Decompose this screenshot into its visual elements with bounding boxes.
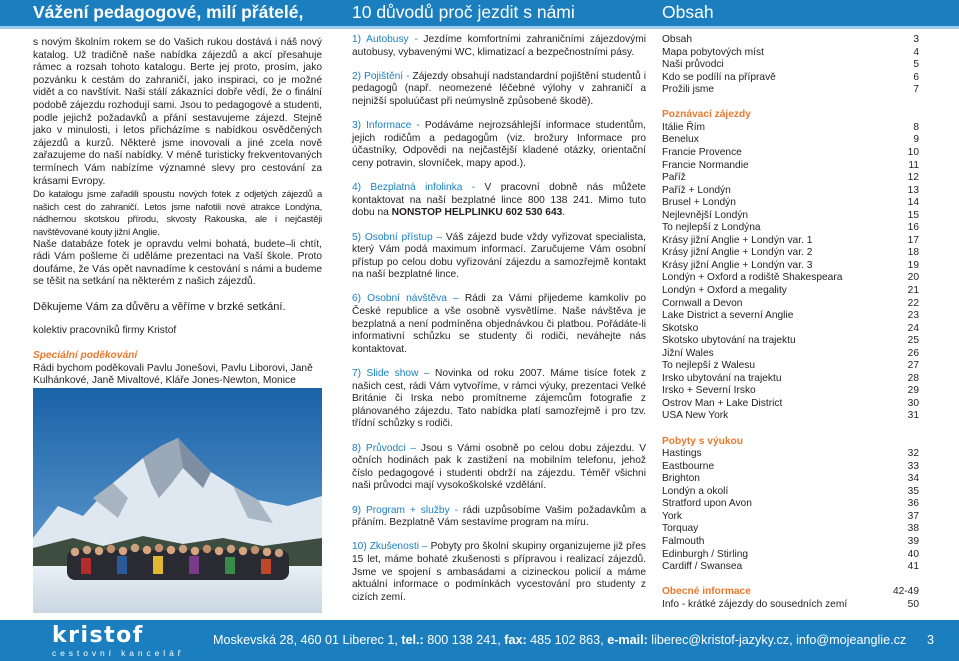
toc-page-number: 12 bbox=[907, 172, 919, 184]
toc-row[interactable] bbox=[662, 134, 919, 147]
toc-label: Paříž + Londýn bbox=[662, 184, 731, 196]
toc-page-number: 27 bbox=[907, 360, 919, 372]
table-of-contents bbox=[662, 34, 919, 611]
toc-page-number: 38 bbox=[907, 523, 919, 535]
toc-row[interactable] bbox=[662, 523, 919, 536]
logo-wordmark: kristof bbox=[52, 623, 144, 648]
reason-title: 8) Průvodci bbox=[352, 442, 406, 454]
toc-row[interactable] bbox=[662, 147, 919, 160]
toc-row[interactable] bbox=[662, 47, 919, 60]
reasons-title: 10 důvodů proč jezdit s námi bbox=[352, 2, 575, 22]
toc-label: Jižní Wales bbox=[662, 347, 714, 359]
toc-row[interactable] bbox=[662, 34, 919, 47]
address: Moskevská 28, 460 01 Liberec 1, bbox=[213, 633, 402, 647]
signature-line: kolektiv pracovníků firmy Kristof bbox=[33, 325, 177, 337]
toc-label: Benelux bbox=[662, 134, 699, 146]
reason-item bbox=[352, 120, 646, 170]
reason-title: 6) Osobní návštěva bbox=[352, 293, 447, 305]
toc-page-number: 6 bbox=[913, 71, 919, 83]
toc-row[interactable] bbox=[662, 260, 919, 273]
toc-page-number: 40 bbox=[907, 548, 919, 560]
toc-label: York bbox=[662, 510, 683, 522]
reason-separator: – bbox=[418, 368, 436, 380]
toc-row[interactable] bbox=[662, 461, 919, 474]
toc-page-number: 37 bbox=[907, 510, 919, 522]
toc-row[interactable] bbox=[662, 498, 919, 511]
reason-text: Jezdíme komfortními zahraničními zájezdovými autobusy, vybavenými WC, klimatizací a bezpečnostními pásy. bbox=[352, 34, 646, 58]
reason-text-end: . bbox=[562, 207, 566, 219]
toc-section-heading: Poznávací zájezdy bbox=[662, 109, 751, 121]
toc-row[interactable] bbox=[662, 272, 919, 285]
toc-page-number: 21 bbox=[907, 284, 919, 296]
toc-label: Irsko ubytování na trajektu bbox=[662, 372, 782, 384]
toc-label: Kdo se podílí na přípravě bbox=[662, 71, 776, 83]
toc-row[interactable] bbox=[662, 59, 919, 72]
toc-label: Cardiff / Swansea bbox=[662, 561, 743, 573]
intro-paragraph: Do katalogu jsme zařadili spoustu nových fotek z odjetých zájezdů a našich cest do zahraničí. Letos jsme nafotili nové atrakce Londýna, nádhernou skotskou přírodu, skvosty Rakouska, ale i nejčastěji navštěvované kouty jižní Anglie. bbox=[33, 188, 322, 237]
toc-section-heading: Pobyty s výukou bbox=[662, 435, 743, 447]
toc-row[interactable] bbox=[662, 285, 919, 298]
toc-row[interactable] bbox=[662, 599, 919, 612]
toc-label: To nejlepší z Walesu bbox=[662, 360, 756, 372]
toc-page-number: 20 bbox=[907, 272, 919, 284]
toc-label: Londýn + Oxford a rodiště Shakespeara bbox=[662, 272, 843, 284]
reasons-list bbox=[352, 34, 646, 616]
toc-label: Krásy jižní Anglie + Londýn var. 2 bbox=[662, 247, 813, 259]
toc-page-number: 50 bbox=[907, 598, 919, 610]
toc-label: Itálie Řím bbox=[662, 121, 706, 133]
toc-page-number: 24 bbox=[907, 322, 919, 334]
toc-page-number: 13 bbox=[907, 184, 919, 196]
intro-paragraph: Naše databáze fotek je opravdu velmi bohatá, budete–li chtít, rádi Vám pošleme či uděláme prezentaci na Vaší škole. Proto doufáme, že Vás opět navnadíme k cestování s námi a budeme se těšit na setkání na některém z našich zájezdů. bbox=[33, 238, 322, 288]
toc-page-number: 16 bbox=[907, 222, 919, 234]
toc-row[interactable] bbox=[662, 222, 919, 235]
reason-item bbox=[352, 182, 646, 220]
toc-label: Lake District a severní Anglie bbox=[662, 310, 794, 322]
photo-illustration bbox=[33, 388, 322, 613]
toc-page-number: 42-49 bbox=[892, 586, 919, 598]
toc-label: Irsko + Severní Irsko bbox=[662, 385, 756, 397]
reason-item bbox=[352, 293, 646, 356]
contents-title: Obsah bbox=[662, 2, 714, 22]
toc-page-number: 23 bbox=[907, 310, 919, 322]
toc-page-number: 30 bbox=[907, 397, 919, 409]
toc-label: Paříž bbox=[662, 172, 686, 184]
reason-separator: – bbox=[405, 442, 421, 454]
toc-label: USA New York bbox=[662, 410, 729, 422]
reason-separator: - bbox=[462, 182, 485, 194]
toc-page-number: 19 bbox=[907, 259, 919, 271]
toc-row[interactable] bbox=[662, 323, 919, 336]
reason-separator: - bbox=[411, 120, 425, 132]
toc-row[interactable] bbox=[662, 160, 919, 173]
toc-page-number: 25 bbox=[907, 335, 919, 347]
toc-page-number: 35 bbox=[907, 485, 919, 497]
toc-row[interactable] bbox=[662, 310, 919, 323]
toc-label: Edinburgh / Stirling bbox=[662, 548, 749, 560]
toc-row[interactable] bbox=[662, 561, 919, 574]
greeting-title: Vážení pedagogové, milí přátelé, bbox=[33, 2, 304, 22]
toc-page-number: 41 bbox=[907, 561, 919, 573]
toc-row[interactable] bbox=[662, 235, 919, 248]
toc-row[interactable] bbox=[662, 72, 919, 85]
toc-page-number: 26 bbox=[907, 347, 919, 359]
reason-text: Rádi za Vámi přijedeme kamkoliv po České republice a vše osobně vysvětlíme. Naše návštěva je bezplatná a není podmíněna objednávkou či platbou. Pořádáte-li informativní schůzku se studenty či rodiči, neváhejte nás kontaktovat. bbox=[352, 293, 646, 355]
toc-page-number: 7 bbox=[913, 84, 919, 96]
toc-label: Falmouth bbox=[662, 535, 705, 547]
toc-row[interactable] bbox=[662, 298, 919, 311]
reason-item bbox=[352, 232, 646, 282]
reason-text: Váš zájezd bude vždy vyřizovat specialista, který Vám podá maximum informací. Zaručujeme Vám osobní přístup po celou dobu vyřizování zájezdu a samozřejmě kontakt na naší bezplatné lince. bbox=[352, 231, 647, 281]
toc-label: Francie Normandie bbox=[662, 159, 749, 171]
intro-paragraph: s novým školním rokem se do Vašich rukou dostává i náš nový katalog. Už tradičně naše nabídka zájezdů a akcí přesahuje rámec a rozsah tohoto katalogu. Berte jej proto, prosím, jako pozvánku k cestám do zahraničí, jako inspiraci, co je možné vidět a co navštívit. Naši stálí zákazníci dobře vědí, že o finální podobě zájezdu rozhodují sami. Jsou to pedagogové a studenti, podle jejichž požadavků a přání sestavujeme zájezd. Stejně jako v minulosti, i letos přicházíme s nabídkou osvědčených zájezdů a kurzů. Některé jsme inovovali a jiné zcela nově zařazujeme do naší nabídky. V méně turisticky frekventovaných termínech Vám nabízíme významné slevy pro cestování za krásami Evropy. bbox=[33, 37, 322, 187]
reason-title: 9) Program + služby bbox=[352, 504, 450, 516]
toc-page-number: 29 bbox=[907, 385, 919, 397]
contact-line bbox=[213, 620, 906, 661]
reason-item bbox=[352, 505, 646, 530]
toc-label: Cornwall a Devon bbox=[662, 297, 743, 309]
toc-label: Londýn + Oxford a megality bbox=[662, 284, 787, 296]
reason-item bbox=[352, 443, 646, 493]
toc-page-number: 8 bbox=[913, 121, 919, 133]
reason-separator: – bbox=[432, 231, 446, 243]
reason-title: 10) Zkušenosti bbox=[352, 541, 419, 553]
special-thanks-heading: Speciální poděkování bbox=[33, 350, 138, 362]
toc-label: Francie Provence bbox=[662, 146, 742, 158]
toc-row[interactable] bbox=[662, 473, 919, 486]
reason-title: 2) Pojištění bbox=[352, 70, 404, 82]
toc-row[interactable] bbox=[662, 348, 919, 361]
toc-page-number: 22 bbox=[907, 297, 919, 309]
toc-label: Krásy jižní Anglie + Londýn var. 1 bbox=[662, 234, 813, 246]
helpline-number: NONSTOP HELPLINKU 602 530 643 bbox=[391, 207, 563, 219]
email-label: e-mail: bbox=[607, 633, 648, 647]
toc-page-number: 17 bbox=[907, 234, 919, 246]
toc-label: Nejlevnější Londýn bbox=[662, 209, 749, 221]
toc-page-number: 9 bbox=[913, 134, 919, 146]
toc-row[interactable] bbox=[662, 448, 919, 461]
reason-text: rádi uzpůsobíme Vašim požadavkům a přáním. Bezplatně Vám sestavíme program na míru. bbox=[352, 504, 646, 529]
page-number: 3 bbox=[927, 633, 935, 647]
toc-row[interactable] bbox=[662, 247, 919, 260]
header-divider bbox=[0, 26, 959, 29]
toc-page-number: 39 bbox=[907, 535, 919, 547]
reason-text: V pracovní dobně nás můžete kontaktovat na naší bezplatné lince 800 138 241. Mimo tuto dobu na bbox=[352, 182, 646, 219]
toc-page-number: 4 bbox=[913, 46, 919, 58]
special-thanks-text: Rádi bychom poděkovali Pavlu Jonešovi, Pavlu Liborovi, Janě Kulhánkové, Janě Mivaltové, Kláře Jones-Newton, Monice bbox=[33, 362, 313, 387]
toc-page-number: 36 bbox=[907, 498, 919, 510]
toc-label: Obsah bbox=[662, 34, 693, 45]
toc-page-number: 32 bbox=[907, 448, 919, 460]
toc-row[interactable] bbox=[662, 549, 919, 562]
toc-label: Skotsko ubytování na trajektu bbox=[662, 335, 796, 347]
toc-label: Mapa pobytových míst bbox=[662, 46, 764, 58]
toc-row[interactable] bbox=[662, 536, 919, 549]
group-photo-snow-mountains bbox=[33, 388, 322, 613]
toc-label: Info - krátké zájezdy do sousedních zemí bbox=[662, 598, 848, 610]
fax-number: 485 102 863, bbox=[526, 633, 608, 647]
toc-row[interactable] bbox=[662, 360, 919, 373]
toc-label: Hastings bbox=[662, 448, 702, 460]
reason-text: Zájezdy obsahují nadstandardní pojištění studentů i pedagogů (např. neomezené léčebné výlohy v zahraničí a nejnižší spoluúčast při neúmyslně způsobené škodě). bbox=[352, 70, 646, 107]
toc-label: To nejlepší z Londýna bbox=[662, 222, 761, 234]
reason-title: 3) Informace bbox=[352, 120, 412, 132]
header-bar bbox=[0, 0, 959, 26]
toc-label: Eastbourne bbox=[662, 460, 715, 472]
reason-item bbox=[352, 541, 646, 604]
reason-item bbox=[352, 368, 646, 431]
toc-row[interactable] bbox=[662, 373, 919, 386]
reason-separator: - bbox=[403, 70, 413, 82]
reason-title: 4) Bezplatná infolinka bbox=[352, 182, 463, 194]
thanks-line: Děkujeme Vám za důvěru a věříme v brzké setkání. bbox=[33, 300, 286, 313]
logo-subtitle: cestovní kancelář bbox=[52, 648, 185, 658]
toc-page-number: 18 bbox=[907, 247, 919, 259]
toc-page-number: 34 bbox=[907, 473, 919, 485]
reason-title: 5) Osobní přístup bbox=[352, 231, 433, 243]
toc-page-number: 5 bbox=[913, 59, 919, 71]
footer-bar bbox=[0, 620, 959, 661]
toc-page-number: 33 bbox=[907, 460, 919, 472]
intro-letter bbox=[33, 37, 322, 413]
toc-row[interactable] bbox=[662, 410, 919, 423]
toc-label: Krásy jižní Anglie + Londýn var. 3 bbox=[662, 259, 813, 271]
reason-separator: - bbox=[449, 504, 463, 516]
toc-section-heading: Obecné informace bbox=[662, 586, 751, 598]
toc-label: Naši průvodci bbox=[662, 59, 724, 71]
toc-row[interactable] bbox=[662, 385, 919, 398]
toc-label: Skotsko bbox=[662, 322, 699, 334]
toc-row[interactable] bbox=[662, 398, 919, 411]
reason-title: 1) Autobusy bbox=[352, 34, 409, 45]
reason-separator: – bbox=[418, 541, 431, 553]
toc-page-number: 15 bbox=[907, 209, 919, 221]
tel-label: tel.: bbox=[401, 633, 424, 647]
toc-row[interactable] bbox=[662, 586, 919, 599]
toc-page-number: 10 bbox=[907, 146, 919, 158]
toc-page-number: 11 bbox=[908, 159, 919, 171]
reason-text: Podáváme nejrozsáhlejší informace studentům, jejich rodičům a pedagogům (viz. brožury Informace pro účastníky, Odpovědi na nejčastější kladené otázky, orientační ceny potravin, slovníček, mapy apod.). bbox=[352, 120, 646, 169]
toc-row[interactable] bbox=[662, 122, 919, 135]
toc-label: Prožili jsme bbox=[662, 84, 715, 96]
toc-page-number: 28 bbox=[907, 372, 919, 384]
reason-separator: - bbox=[408, 34, 424, 45]
toc-page-number: 3 bbox=[913, 34, 919, 45]
reason-item bbox=[352, 71, 646, 109]
toc-row[interactable] bbox=[662, 84, 919, 97]
toc-row[interactable] bbox=[662, 511, 919, 524]
toc-label: Brighton bbox=[662, 473, 700, 485]
reason-separator: – bbox=[446, 293, 465, 305]
toc-page-number: 14 bbox=[907, 197, 919, 209]
reason-text: Jsou s Vámi osobně po celou dobu zájezdu. V očních hodinách pak k zastižení na mobilním telefonu, jehož číslo pedagogové i studenti obdrží na zájezdu. Téměř všichni naši průvodci mají vysokoškolské vzdělání. bbox=[352, 442, 646, 492]
toc-page-number: 31 bbox=[907, 410, 919, 422]
reason-text: Pobyty pro školní skupiny organizujeme již přes 15 let, máme bohaté zkušenosti s přípravou i realizací zájezdů. Jsme ve spojení s ambasádami a cizineckou policií a máme aktuální informace o podmínkách vycestování pro studenty z cizích zemí. bbox=[352, 541, 646, 603]
toc-label: Stratford upon Avon bbox=[662, 498, 752, 510]
tel-number: 800 138 241, bbox=[423, 633, 505, 647]
reason-title: 7) Slide show bbox=[352, 368, 419, 380]
toc-label: Torquay bbox=[662, 523, 699, 535]
toc-row[interactable] bbox=[662, 172, 919, 185]
toc-label: Brusel + Londýn bbox=[662, 197, 736, 209]
toc-row[interactable] bbox=[662, 335, 919, 348]
email-addresses[interactable]: liberec@kristof-jazyky.cz, info@mojeanglie.cz bbox=[647, 633, 907, 647]
toc-row[interactable] bbox=[662, 486, 919, 499]
fax-label: fax: bbox=[504, 633, 527, 647]
reason-item bbox=[352, 34, 646, 59]
kristof-logo bbox=[52, 625, 184, 658]
toc-label: Ostrov Man + Lake District bbox=[662, 397, 783, 409]
toc-row[interactable] bbox=[662, 197, 919, 210]
toc-row[interactable] bbox=[662, 210, 919, 223]
toc-row[interactable] bbox=[662, 185, 919, 198]
toc-label: Londýn a okolí bbox=[662, 485, 729, 497]
reason-text: Novinka od roku 2007. Máme tisíce fotek z našich cest, rádi Vám vytvoříme, v rámci výuky, prezentaci Velké Británie či Irska nebo promítneme zájemcům fotografie z plánovaného zájezdu. Tato nabídka platí samozřejmě i pro tzv. třídní schůzky s rodiči. bbox=[352, 368, 647, 430]
